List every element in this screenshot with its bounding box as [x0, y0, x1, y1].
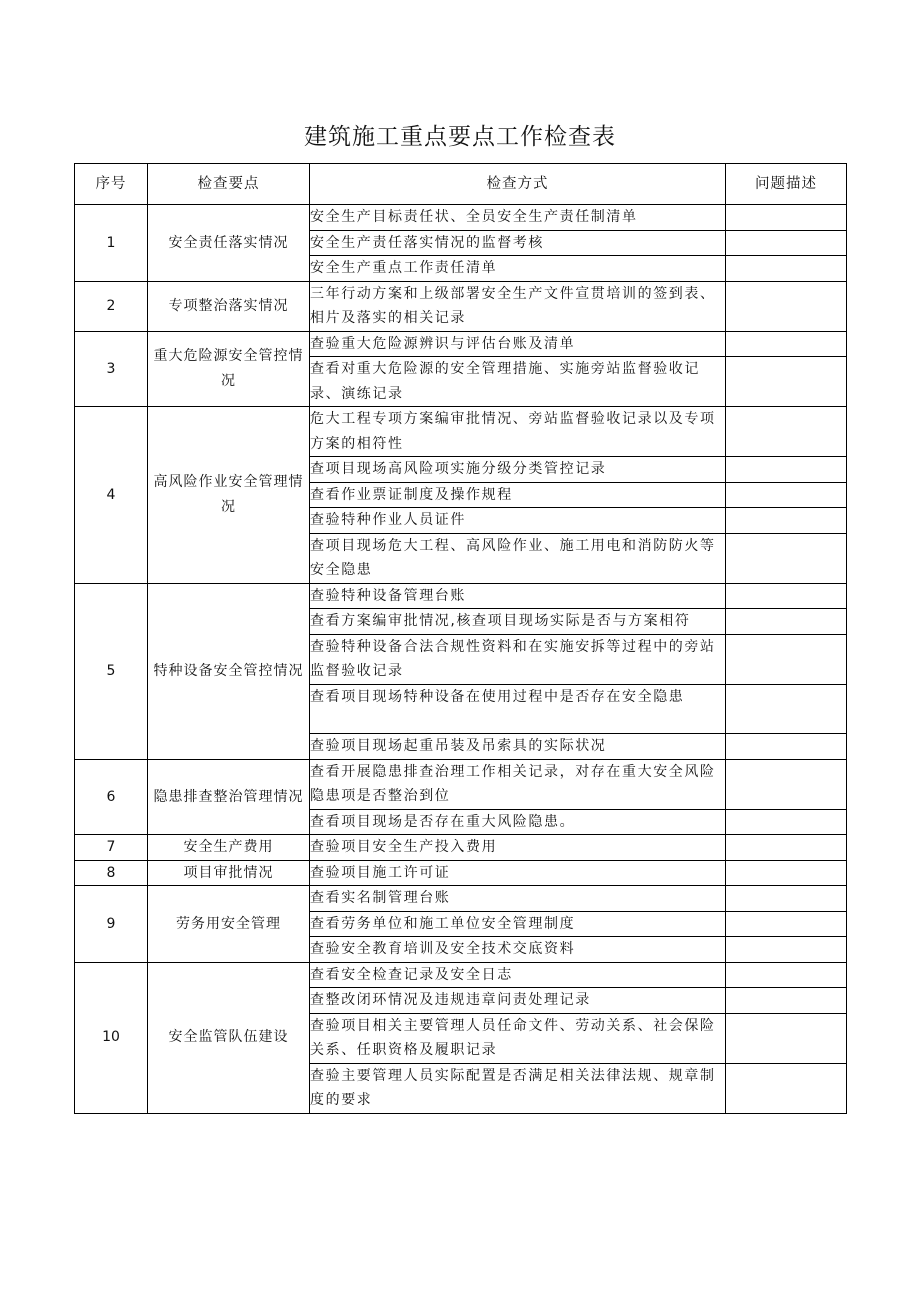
row-method: 安全生产责任落实情况的监督考核: [310, 230, 726, 256]
row-method: 查验特种作业人员证件: [310, 508, 726, 534]
table-row: [75, 759, 847, 809]
table-row: [75, 962, 847, 988]
row-point: 安全责任落实情况: [148, 205, 310, 282]
row-point: 安全监管队伍建设: [148, 962, 310, 1113]
issue-cell[interactable]: [726, 809, 847, 835]
row-method: 安全生产目标责任状、全员安全生产责任制清单: [310, 205, 726, 231]
issue-cell[interactable]: [726, 230, 847, 256]
row-seq: 9: [75, 886, 148, 963]
row-point: 隐患排查整治管理情况: [148, 759, 310, 835]
row-method: 安全生产重点工作责任清单: [310, 256, 726, 282]
row-seq: 10: [75, 962, 148, 1113]
row-seq: 6: [75, 759, 148, 835]
row-method: 查看安全检查记录及安全日志: [310, 962, 726, 988]
issue-cell[interactable]: [726, 533, 847, 583]
header-seq: 序号: [75, 164, 148, 205]
row-seq: 7: [75, 835, 148, 861]
issue-cell[interactable]: [726, 281, 847, 331]
issue-cell[interactable]: [726, 609, 847, 635]
issue-cell[interactable]: [726, 205, 847, 231]
row-method: 查项目现场高风险项实施分级分类管控记录: [310, 457, 726, 483]
issue-cell[interactable]: [726, 684, 847, 734]
row-method: 查看劳务单位和施工单位安全管理制度: [310, 911, 726, 937]
issue-cell[interactable]: [726, 759, 847, 809]
row-method: 查验安全教育培训及安全技术交底资料: [310, 937, 726, 963]
issue-cell[interactable]: [726, 911, 847, 937]
row-point: 安全生产费用: [148, 835, 310, 861]
row-seq: 1: [75, 205, 148, 282]
issue-cell[interactable]: [726, 508, 847, 534]
issue-cell[interactable]: [726, 583, 847, 609]
row-method: 查看实名制管理台账: [310, 886, 726, 912]
row-point: 高风险作业安全管理情况: [148, 407, 310, 584]
row-method: 查看对重大危险源的安全管理措施、实施旁站监督验收记录、演练记录: [310, 357, 726, 407]
row-seq: 4: [75, 407, 148, 584]
row-seq: 2: [75, 281, 148, 331]
row-method: 查看方案编审批情况,核查项目现场实际是否与方案相符: [310, 609, 726, 635]
row-method: 查项目现场危大工程、高风险作业、施工用电和消防防火等安全隐患: [310, 533, 726, 583]
inspection-table: [74, 163, 847, 1114]
row-method: 查验项目相关主要管理人员任命文件、劳动关系、社会保险关系、任职资格及履职记录: [310, 1013, 726, 1063]
row-method: 查看作业票证制度及操作规程: [310, 482, 726, 508]
row-point: 项目审批情况: [148, 860, 310, 886]
row-method: 查验主要管理人员实际配置是否满足相关法律法规、规章制度的要求: [310, 1063, 726, 1113]
issue-cell[interactable]: [726, 407, 847, 457]
row-method: 查验项目施工许可证: [310, 860, 726, 886]
row-method: 查整改闭环情况及违规违章问责处理记录: [310, 988, 726, 1014]
issue-cell[interactable]: [726, 734, 847, 760]
issue-cell[interactable]: [726, 835, 847, 861]
row-method: 查验特种设备管理台账: [310, 583, 726, 609]
header-point: 检查要点: [148, 164, 310, 205]
issue-cell[interactable]: [726, 886, 847, 912]
table-row: [75, 331, 847, 357]
table-row: [75, 860, 847, 886]
row-point: 劳务用安全管理: [148, 886, 310, 963]
row-seq: 8: [75, 860, 148, 886]
issue-cell[interactable]: [726, 937, 847, 963]
table-row: [75, 205, 847, 231]
row-method: 查验重大危险源辨识与评估台账及清单: [310, 331, 726, 357]
issue-cell[interactable]: [726, 860, 847, 886]
issue-cell[interactable]: [726, 988, 847, 1014]
table-row: [75, 407, 847, 457]
table-header-row: [75, 164, 847, 205]
issue-cell[interactable]: [726, 1013, 847, 1063]
row-method: 查看项目现场特种设备在使用过程中是否存在安全隐患: [310, 684, 726, 734]
issue-cell[interactable]: [726, 634, 847, 684]
row-seq: 5: [75, 583, 148, 759]
issue-cell[interactable]: [726, 962, 847, 988]
table-row: [75, 281, 847, 331]
page-title: 建筑施工重点要点工作检查表: [304, 124, 616, 150]
issue-cell[interactable]: [726, 482, 847, 508]
issue-cell[interactable]: [726, 331, 847, 357]
row-point: 专项整治落实情况: [148, 281, 310, 331]
row-method: 查看项目现场是否存在重大风险隐患。: [310, 809, 726, 835]
table-row: [75, 835, 847, 861]
issue-cell[interactable]: [726, 256, 847, 282]
row-method: 查验项目安全生产投入费用: [310, 835, 726, 861]
row-method: 查看开展隐患排查治理工作相关记录，对存在重大安全风险隐患项是否整治到位: [310, 759, 726, 809]
header-method: 检查方式: [310, 164, 726, 205]
row-method: 查验特种设备合法合规性资料和在实施安拆等过程中的旁站监督验收记录: [310, 634, 726, 684]
row-point: 重大危险源安全管控情况: [148, 331, 310, 407]
issue-cell[interactable]: [726, 357, 847, 407]
issue-cell[interactable]: [726, 1063, 847, 1113]
row-method: 危大工程专项方案编审批情况、旁站监督验收记录以及专项方案的相符性: [310, 407, 726, 457]
row-point: 特种设备安全管控情况: [148, 583, 310, 759]
issue-cell[interactable]: [726, 457, 847, 483]
header-issue: 问题描述: [726, 164, 847, 205]
row-seq: 3: [75, 331, 148, 407]
table-row: [75, 886, 847, 912]
row-method: 三年行动方案和上级部署安全生产文件宣贯培训的签到表、相片及落实的相关记录: [310, 281, 726, 331]
table-row: [75, 583, 847, 609]
row-method: 查验项目现场起重吊装及吊索具的实际状况: [310, 734, 726, 760]
